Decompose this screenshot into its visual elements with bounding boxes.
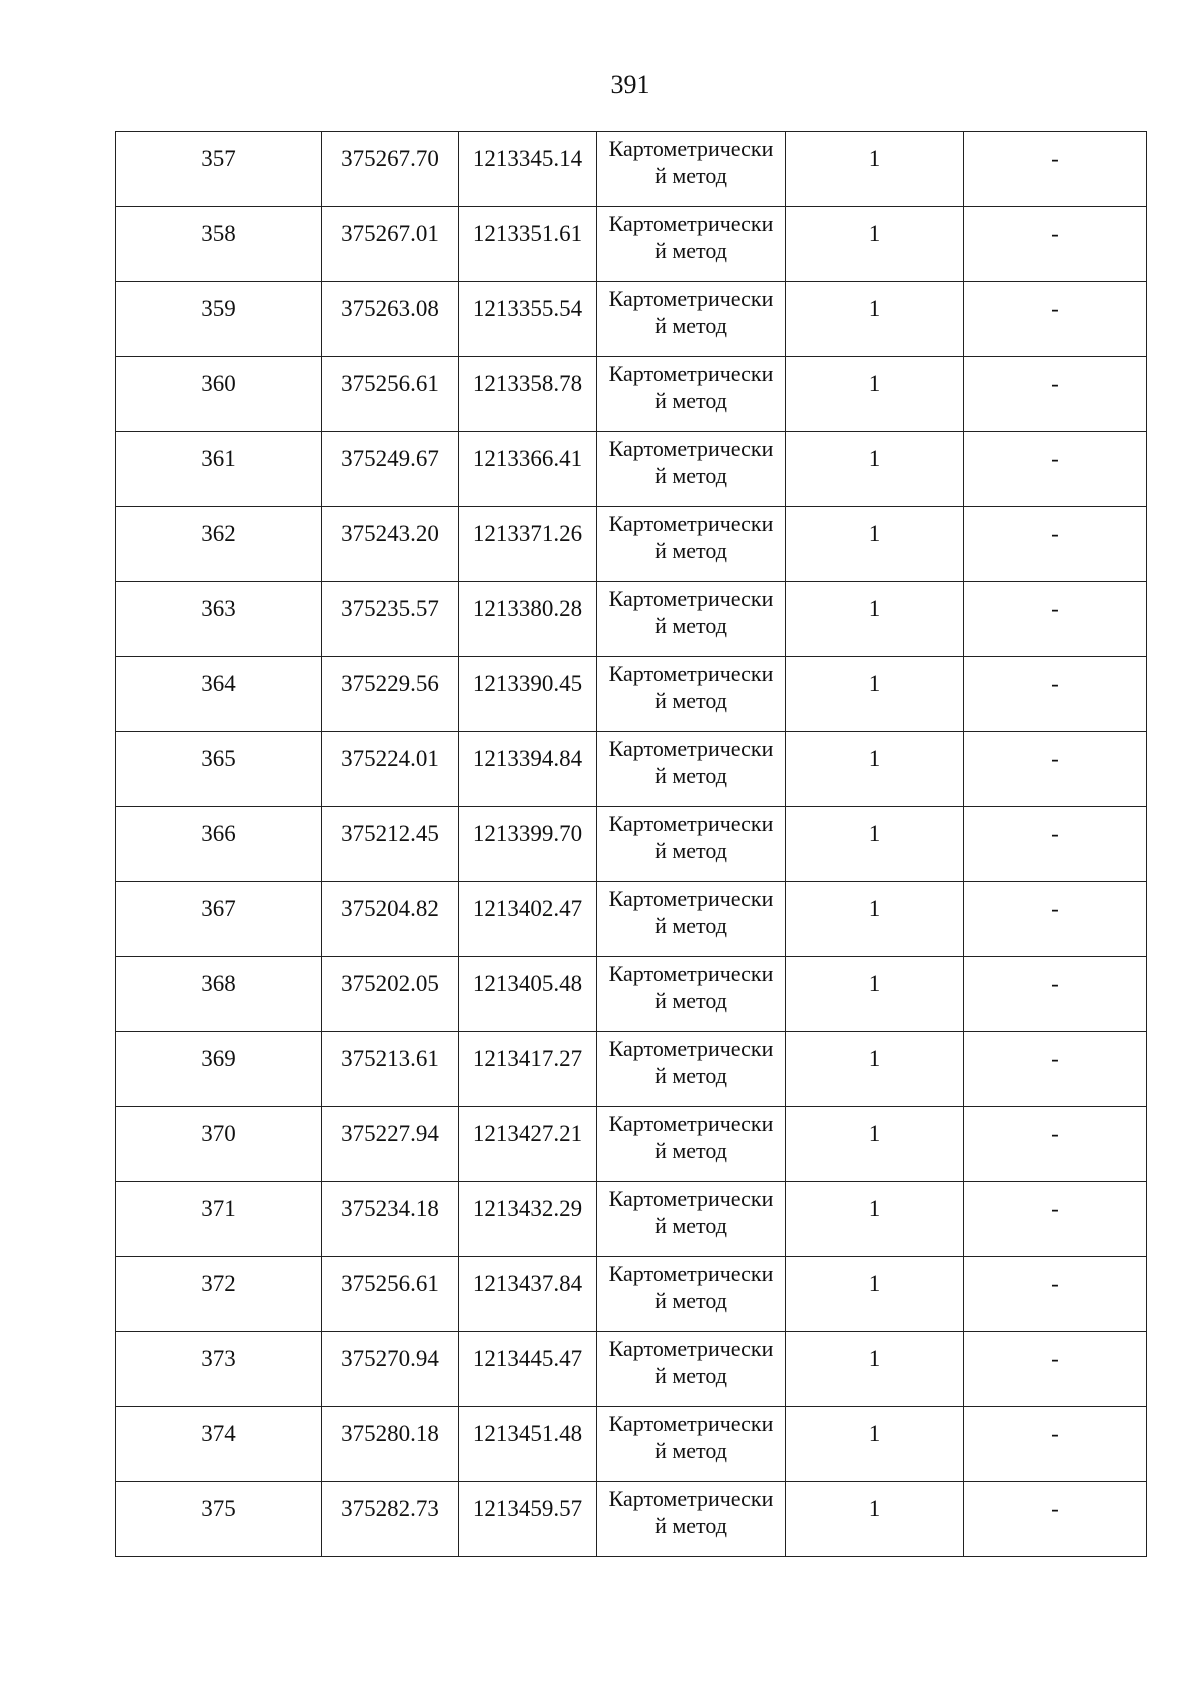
- y-coordinate-cell: 1213345.14: [459, 132, 597, 207]
- y-coordinate-cell: 1213427.21: [459, 1107, 597, 1182]
- description-cell: -: [964, 282, 1147, 357]
- description-cell: -: [964, 1182, 1147, 1257]
- table-row: [116, 582, 1147, 657]
- y-coordinate-cell: 1213371.26: [459, 507, 597, 582]
- y-coordinate-cell: 1213399.70: [459, 807, 597, 882]
- description-cell: -: [964, 807, 1147, 882]
- page-number: 391: [610, 70, 650, 99]
- table-row: [116, 732, 1147, 807]
- accuracy-cell: 1: [786, 957, 964, 1032]
- method-cell: [597, 1257, 786, 1332]
- x-coordinate-cell: 375235.57: [322, 582, 459, 657]
- accuracy-cell: 1: [786, 207, 964, 282]
- method-text-line-2: й метод: [655, 313, 727, 338]
- method-text-line-2: й метод: [655, 1138, 727, 1163]
- description-cell: -: [964, 1107, 1147, 1182]
- x-coordinate-cell: 375282.73: [322, 1482, 459, 1557]
- point-number-cell: 365: [116, 732, 322, 807]
- method-text-line-2: й метод: [655, 613, 727, 638]
- method-text-line-2: й метод: [655, 388, 727, 413]
- description-cell: -: [964, 732, 1147, 807]
- x-coordinate-cell: 375256.61: [322, 357, 459, 432]
- accuracy-cell: 1: [786, 507, 964, 582]
- method-text-line-2: й метод: [655, 1513, 727, 1538]
- method-text-line-1: Картометрически: [608, 511, 774, 536]
- table-row: [116, 1482, 1147, 1557]
- table-row: [116, 432, 1147, 507]
- table-row: [116, 1107, 1147, 1182]
- accuracy-cell: 1: [786, 132, 964, 207]
- accuracy-cell: 1: [786, 282, 964, 357]
- method-cell: [597, 957, 786, 1032]
- point-number-cell: 375: [116, 1482, 322, 1557]
- coordinates-table-body: [116, 132, 1147, 1557]
- method-text-line-1: Картометрически: [608, 1111, 774, 1136]
- point-number-cell: 360: [116, 357, 322, 432]
- y-coordinate-cell: 1213437.84: [459, 1257, 597, 1332]
- description-cell: -: [964, 132, 1147, 207]
- method-cell: [597, 132, 786, 207]
- method-cell: [597, 732, 786, 807]
- point-number-cell: 369: [116, 1032, 322, 1107]
- y-coordinate-cell: 1213358.78: [459, 357, 597, 432]
- y-coordinate-cell: 1213459.57: [459, 1482, 597, 1557]
- method-cell: [597, 582, 786, 657]
- table-row: [116, 282, 1147, 357]
- table-row: [116, 507, 1147, 582]
- description-cell: -: [964, 207, 1147, 282]
- method-text-line-2: й метод: [655, 238, 727, 263]
- y-coordinate-cell: 1213351.61: [459, 207, 597, 282]
- method-text-line-1: Картометрически: [608, 436, 774, 461]
- accuracy-cell: 1: [786, 732, 964, 807]
- y-coordinate-cell: 1213451.48: [459, 1407, 597, 1482]
- method-text-line-1: Картометрически: [608, 211, 774, 236]
- method-text-line-1: Картометрически: [608, 1336, 774, 1361]
- point-number-cell: 363: [116, 582, 322, 657]
- x-coordinate-cell: 375224.01: [322, 732, 459, 807]
- x-coordinate-cell: 375202.05: [322, 957, 459, 1032]
- description-cell: -: [964, 1407, 1147, 1482]
- y-coordinate-cell: 1213432.29: [459, 1182, 597, 1257]
- x-coordinate-cell: 375212.45: [322, 807, 459, 882]
- description-cell: -: [964, 507, 1147, 582]
- accuracy-cell: 1: [786, 1032, 964, 1107]
- y-coordinate-cell: 1213380.28: [459, 582, 597, 657]
- point-number-cell: 359: [116, 282, 322, 357]
- x-coordinate-cell: 375280.18: [322, 1407, 459, 1482]
- y-coordinate-cell: 1213445.47: [459, 1332, 597, 1407]
- y-coordinate-cell: 1213366.41: [459, 432, 597, 507]
- method-text-line-2: й метод: [655, 163, 727, 188]
- method-cell: [597, 357, 786, 432]
- y-coordinate-cell: 1213402.47: [459, 882, 597, 957]
- method-text-line-1: Картометрически: [608, 1261, 774, 1286]
- method-text-line-2: й метод: [655, 1063, 727, 1088]
- x-coordinate-cell: 375263.08: [322, 282, 459, 357]
- point-number-cell: 367: [116, 882, 322, 957]
- x-coordinate-cell: 375213.61: [322, 1032, 459, 1107]
- table-row: [116, 1332, 1147, 1407]
- method-cell: [597, 1182, 786, 1257]
- method-text-line-1: Картометрически: [608, 1036, 774, 1061]
- method-cell: [597, 1407, 786, 1482]
- x-coordinate-cell: 375267.70: [322, 132, 459, 207]
- coordinates-table: [115, 131, 1147, 1557]
- description-cell: -: [964, 1032, 1147, 1107]
- method-cell: [597, 282, 786, 357]
- method-text-line-1: Картометрически: [608, 136, 774, 161]
- method-text-line-1: Картометрически: [608, 1186, 774, 1211]
- y-coordinate-cell: 1213390.45: [459, 657, 597, 732]
- x-coordinate-cell: 375227.94: [322, 1107, 459, 1182]
- x-coordinate-cell: 375270.94: [322, 1332, 459, 1407]
- point-number-cell: 358: [116, 207, 322, 282]
- description-cell: -: [964, 432, 1147, 507]
- x-coordinate-cell: 375249.67: [322, 432, 459, 507]
- method-text-line-1: Картометрически: [608, 361, 774, 386]
- accuracy-cell: 1: [786, 357, 964, 432]
- point-number-cell: 364: [116, 657, 322, 732]
- method-text-line-1: Картометрически: [608, 1486, 774, 1511]
- table-row: [116, 957, 1147, 1032]
- method-text-line-2: й метод: [655, 1363, 727, 1388]
- method-text-line-1: Картометрически: [608, 286, 774, 311]
- table-row: [116, 882, 1147, 957]
- method-text-line-2: й метод: [655, 538, 727, 563]
- accuracy-cell: 1: [786, 807, 964, 882]
- description-cell: -: [964, 1482, 1147, 1557]
- table-row: [116, 132, 1147, 207]
- y-coordinate-cell: 1213417.27: [459, 1032, 597, 1107]
- method-text-line-1: Картометрически: [608, 1411, 774, 1436]
- description-cell: -: [964, 357, 1147, 432]
- accuracy-cell: 1: [786, 657, 964, 732]
- method-text-line-2: й метод: [655, 838, 727, 863]
- accuracy-cell: 1: [786, 1332, 964, 1407]
- method-text-line-2: й метод: [655, 988, 727, 1013]
- table-row: [116, 657, 1147, 732]
- method-text-line-2: й метод: [655, 1288, 727, 1313]
- method-text-line-1: Картометрически: [608, 586, 774, 611]
- point-number-cell: 374: [116, 1407, 322, 1482]
- x-coordinate-cell: 375256.61: [322, 1257, 459, 1332]
- method-text-line-1: Картометрически: [608, 736, 774, 761]
- method-cell: [597, 1032, 786, 1107]
- method-text-line-2: й метод: [655, 688, 727, 713]
- accuracy-cell: 1: [786, 432, 964, 507]
- x-coordinate-cell: 375243.20: [322, 507, 459, 582]
- table-row: [116, 207, 1147, 282]
- method-cell: [597, 432, 786, 507]
- method-cell: [597, 1482, 786, 1557]
- point-number-cell: 370: [116, 1107, 322, 1182]
- method-cell: [597, 1332, 786, 1407]
- method-cell: [597, 207, 786, 282]
- method-text-line-2: й метод: [655, 463, 727, 488]
- y-coordinate-cell: 1213355.54: [459, 282, 597, 357]
- method-cell: [597, 507, 786, 582]
- method-cell: [597, 1107, 786, 1182]
- accuracy-cell: 1: [786, 1182, 964, 1257]
- x-coordinate-cell: 375267.01: [322, 207, 459, 282]
- method-text-line-2: й метод: [655, 913, 727, 938]
- method-text-line-2: й метод: [655, 763, 727, 788]
- point-number-cell: 372: [116, 1257, 322, 1332]
- point-number-cell: 371: [116, 1182, 322, 1257]
- method-cell: [597, 657, 786, 732]
- accuracy-cell: 1: [786, 1482, 964, 1557]
- table-row: [116, 357, 1147, 432]
- accuracy-cell: 1: [786, 1107, 964, 1182]
- accuracy-cell: 1: [786, 1257, 964, 1332]
- table-row: [116, 1032, 1147, 1107]
- accuracy-cell: 1: [786, 582, 964, 657]
- description-cell: -: [964, 582, 1147, 657]
- table-row: [116, 1182, 1147, 1257]
- description-cell: -: [964, 1257, 1147, 1332]
- table-row: [116, 1257, 1147, 1332]
- description-cell: -: [964, 657, 1147, 732]
- method-cell: [597, 807, 786, 882]
- point-number-cell: 361: [116, 432, 322, 507]
- point-number-cell: 366: [116, 807, 322, 882]
- x-coordinate-cell: 375234.18: [322, 1182, 459, 1257]
- description-cell: -: [964, 1332, 1147, 1407]
- accuracy-cell: 1: [786, 882, 964, 957]
- point-number-cell: 368: [116, 957, 322, 1032]
- x-coordinate-cell: 375204.82: [322, 882, 459, 957]
- point-number-cell: 357: [116, 132, 322, 207]
- description-cell: -: [964, 957, 1147, 1032]
- point-number-cell: 362: [116, 507, 322, 582]
- method-text-line-1: Картометрически: [608, 961, 774, 986]
- table-row: [116, 1407, 1147, 1482]
- method-cell: [597, 882, 786, 957]
- method-text-line-1: Картометрически: [608, 886, 774, 911]
- x-coordinate-cell: 375229.56: [322, 657, 459, 732]
- y-coordinate-cell: 1213394.84: [459, 732, 597, 807]
- accuracy-cell: 1: [786, 1407, 964, 1482]
- method-text-line-2: й метод: [655, 1438, 727, 1463]
- method-text-line-1: Картометрически: [608, 661, 774, 686]
- description-cell: -: [964, 882, 1147, 957]
- method-text-line-2: й метод: [655, 1213, 727, 1238]
- method-text-line-1: Картометрически: [608, 811, 774, 836]
- table-row: [116, 807, 1147, 882]
- point-number-cell: 373: [116, 1332, 322, 1407]
- y-coordinate-cell: 1213405.48: [459, 957, 597, 1032]
